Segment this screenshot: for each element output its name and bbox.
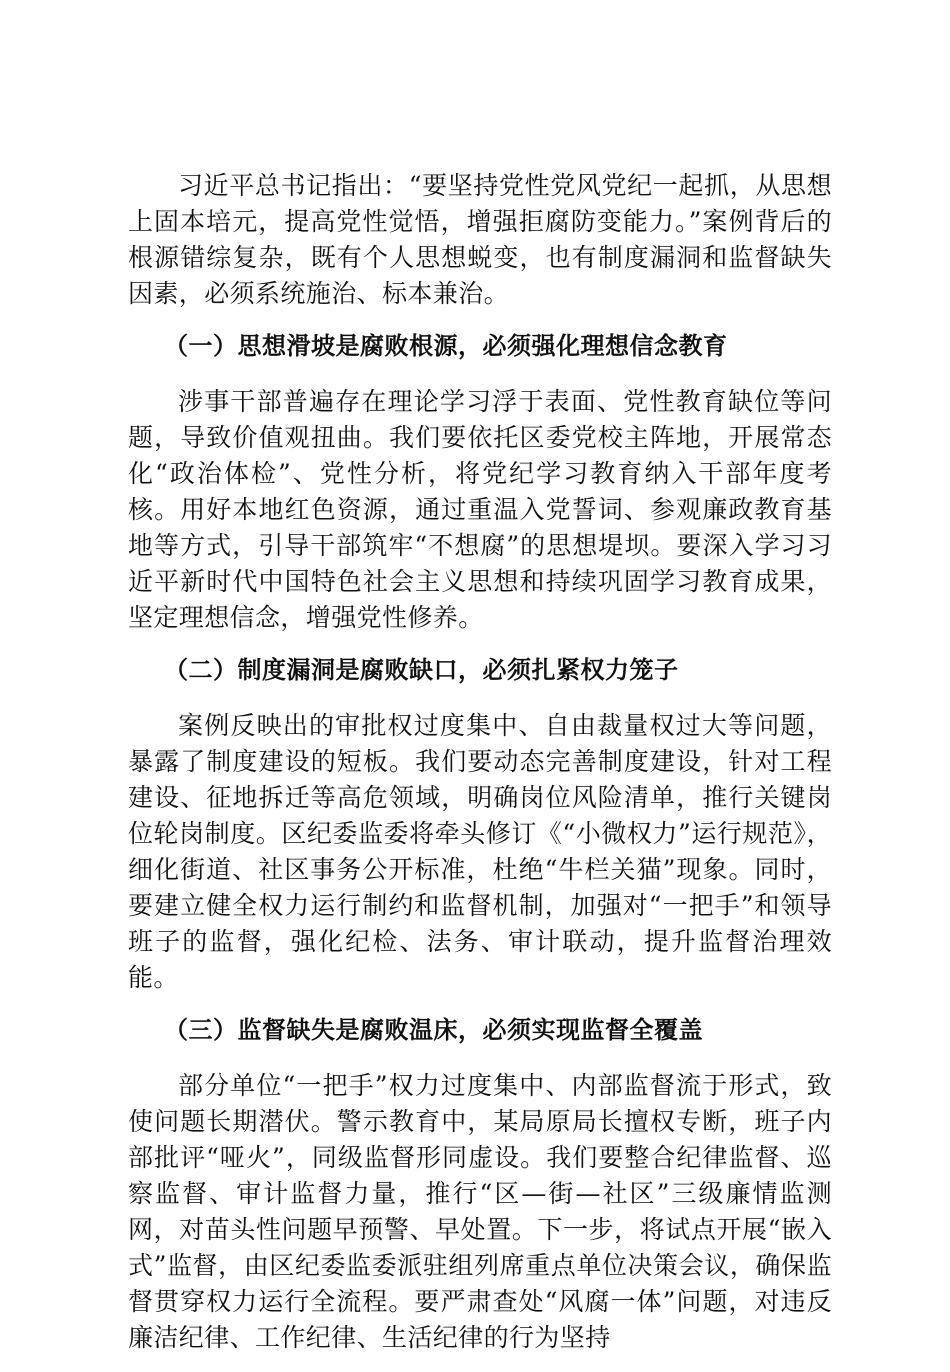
document-body <box>128 168 832 1372</box>
section-heading-2: （二）制度漏洞是腐败缺口，必须扎紧权力笼子 <box>164 655 679 684</box>
section-heading-1: （一）思想滑坡是腐败根源，必须强化理想信念教育 <box>164 331 728 360</box>
section-paragraph-3: 部分单位“一把手”权力过度集中、内部监督流于形式，致使问题长期潜伏。警示教育中，某局原局长擅权专断，班子内部批评“哑火”，同级监督形同虚设。我们要整合纪律监督、巡察监督、审计监督力量，推行“区—街—社区”三级廉情监测网，对苗头性问题早预警、早处置。下一步，将试点开展“嵌入式”监督，由区纪委监委派驻组列席重点单位决策会议，确保监督贯穿权力运行全流程。要严肃查处“风腐一体”问题，对违反廉洁纪律、工作纪律、生活纪律的行为坚持 <box>128 1071 832 1352</box>
section-paragraph-2: 案例反映出的审批权过度集中、自由裁量权过大等问题，暴露了制度建设的短板。我们要动态完善制度建设，针对工程建设、征地拆迁等高危领域，明确岗位风险清单，推行关键岗位轮岗制度。区纪委监委将牵头修订《“小微权力”运行规范》，细化街道、社区事务公开标准，杜绝“牛栏关猫”现象。同时，要建立健全权力运行制约和监督机制，加强对“一把手”和领导班子的监督，强化纪检、法务、审计联动，提升监督治理效能。 <box>128 711 832 992</box>
section-paragraph-1: 涉事干部普遍存在理论学习浮于表面、党性教育缺位等问题，导致价值观扭曲。我们要依托区委党校主阵地，开展常态化“政治体检”、党性分析，将党纪学习教育纳入干部年度考核。用好本地红色资源，通过重温入党誓词、参观廉政教育基地等方式，引导干部筑牢“不想腐”的思想堤坝。要深入学习习近平新时代中国特色社会主义思想和持续巩固学习教育成果，坚定理想信念，增强党性修养。 <box>128 387 832 632</box>
intro-paragraph: 习近平总书记指出：“要坚持党性党风党纪一起抓，从思想上固本培元，提高党性觉悟，增强拒腐防变能力。”案例背后的根源错综复杂，既有个人思想蜕变，也有制度漏洞和监督缺失因素，必须系统施治、标本兼治。 <box>128 171 832 308</box>
section-heading-3: （三）监督缺失是腐败温床，必须实现监督全覆盖 <box>164 1015 703 1044</box>
